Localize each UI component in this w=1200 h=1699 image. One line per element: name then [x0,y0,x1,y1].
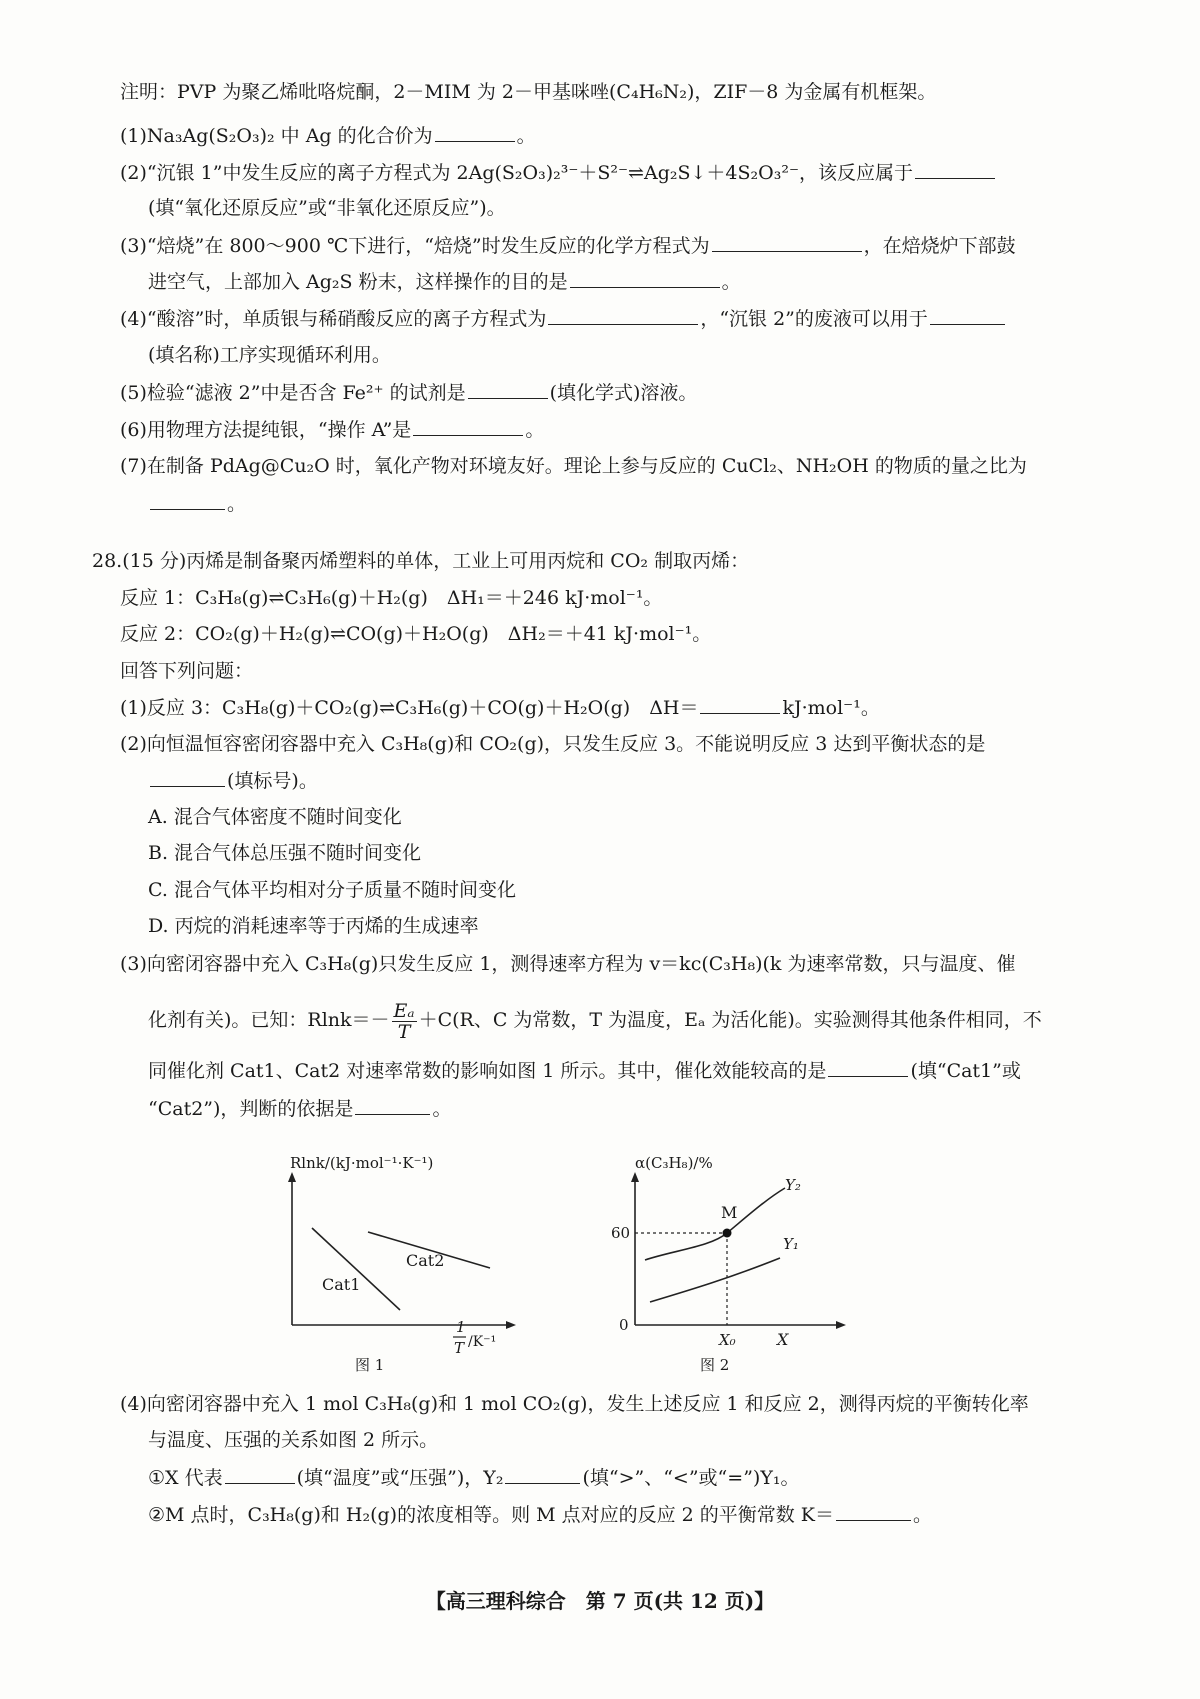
fig1-cat2-label: Cat2 [406,1251,445,1270]
option-c [148,878,516,902]
figure-1 [270,1150,530,1380]
q27-1-end: 。 [516,125,536,147]
q27-3a-end: ，在焙烧炉下部鼓 [863,235,1016,257]
q28-head [92,549,749,573]
q28-4c [148,1465,799,1490]
fig2-origin-label: 0 [619,1316,629,1334]
q28-answer-text: 回答下列问题： [120,660,254,682]
q28-r2-text: 反应 2：CO₂(g)＋H₂(g)⇌CO(g)＋H₂O(g) ΔH₂＝＋41 kJ·mol⁻¹。 [120,623,712,645]
q27-4a [120,306,1007,331]
fig2-point-m [723,1229,732,1238]
page-footer: 【高三理科综合 第 7 页(共 12 页)】 [425,1589,775,1613]
q28-1-text: (1)反应 3：C₃H₈(g)＋CO₂(g)⇌C₃H₆(g)＋CO(g)＋H₂O(g) ΔH＝ [120,697,699,719]
fig2-y-tick-60: 60 [611,1224,631,1242]
answer-blank[interactable] [828,1058,908,1077]
q27-1 [120,123,536,148]
q27-6-text: (6)用物理方法提纯银，“操作 A”是 [120,419,412,441]
q28-4a [120,1392,1029,1416]
fraction-numerator: Eₐ [393,999,415,1022]
option-c-text: C. 混合气体平均相对分子质量不随时间变化 [148,879,516,901]
fig2-x0-tick: X₀ [719,1331,736,1349]
q28-1-end: kJ·mol⁻¹。 [782,697,880,719]
q27-3a [120,233,1016,258]
q27-5-end: (填化学式)溶液。 [549,382,698,404]
q28-3c-text: 同催化剂 Cat1、Cat2 对速率常数的影响如图 1 所示。其中，催化效能较高的是 [148,1060,827,1082]
q28-answer [120,659,253,683]
note-line [120,80,936,104]
fig2-caption: 图 2 [700,1356,730,1374]
fig1-x-label-unit: /K⁻¹ [468,1334,497,1350]
answer-blank[interactable] [570,269,720,288]
option-d [148,914,479,938]
answer-blank[interactable] [836,1502,911,1521]
q28-1 [120,695,880,720]
fraction-denominator: T [397,1020,411,1043]
q28-3d [148,1096,451,1121]
q27-6 [120,417,544,442]
q28-4b [148,1428,438,1452]
q27-3b [148,269,741,294]
fig1-x-label-denominator: T [454,1339,465,1357]
q28-4d-end: 。 [913,1504,933,1526]
fig2-y1-curve [650,1258,780,1302]
q27-2a-text: (2)“沉银 1”中发生反应的离子方程式为 2Ag(S₂O₃)₂³⁻＋S²⁻⇌Ag₂S↓＋4S₂O₃²⁻，该反应属于 [120,162,913,184]
q28-3b-text2: ＋C(R、C 为常数，T 为温度，Eₐ 为活化能)。实验测得其他条件相同，不 [418,1009,1042,1031]
q27-3b-text: 进空气，上部加入 Ag₂S 粉末，这样操作的目的是 [148,271,568,293]
figure-2 [611,1150,865,1380]
option-b [148,841,421,865]
ea-over-t-fraction [392,1001,417,1042]
option-b-text: B. 混合气体总压强不随时间变化 [148,842,422,864]
q28-3a-text: (3)向密闭容器中充入 C₃H₈(g)只发生反应 1，测得速率方程为 v＝kc(C₃H₈)(k 为速率常数，只与温度、催 [120,953,1016,975]
q28-r2 [120,622,711,646]
answer-blank[interactable] [355,1096,430,1115]
note-text: 注明：PVP 为聚乙烯吡咯烷酮，2－MIM 为 2－甲基咪唑(C₄H₆N₂)，ZIF－8 为金属有机框架。 [120,81,937,103]
fig1-caption: 图 1 [355,1356,385,1374]
option-d-text: D. 丙烷的消耗速率等于丙烯的生成速率 [148,915,479,937]
q27-3a-text: (3)“焙烧”在 800～900 ℃下进行，“焙烧”时发生反应的化学方程式为 [120,235,710,257]
fig2-y2-curve [645,1188,785,1260]
answer-blank[interactable] [225,1465,295,1484]
q27-5-text: (5)检验“滤液 2”中是否含 Fe²⁺ 的试剂是 [120,382,466,404]
fig1-cat1-line [312,1228,400,1310]
q27-4b [148,343,391,367]
q27-1-text: (1)Na₃Ag(S₂O₃)₂ 中 Ag 的化合价为 [120,125,433,147]
q28-r1 [120,586,662,610]
q27-3b-end: 。 [721,271,741,293]
q28-2a [120,732,985,756]
fig1-x-arrow [506,1321,516,1329]
q28-2b-text: (填标号)。 [227,770,318,792]
fig2-y-arrow [631,1172,639,1182]
q27-7a [120,454,1027,478]
q28-3c [148,1058,1021,1083]
q28-3d-text: “Cat2”)，判断的依据是 [148,1098,354,1120]
answer-blank[interactable] [505,1465,580,1484]
fig2-y2-label: Y₂ [785,1176,801,1194]
q27-4a-mid: ，“沉银 2”的废液可以用于 [700,308,928,330]
fig2-y1-label: Y₁ [783,1235,799,1253]
option-a-text: A. 混合气体密度不随时间变化 [148,806,402,828]
answer-blank[interactable] [930,306,1005,325]
q28-4b-text: 与温度、压强的关系如图 2 所示。 [148,1429,439,1451]
fig1-y-arrow [288,1172,296,1182]
q27-5 [120,380,697,405]
fig2-y-axis-label: α(C₃H₈)/% [635,1154,713,1172]
answer-blank[interactable] [468,380,548,399]
q28-2a-text: (2)向恒温恒容密闭容器中充入 C₃H₈(g)和 CO₂(g)，只发生反应 3。不能说明反应 3 达到平衡状态的是 [120,733,986,755]
answer-blank[interactable] [712,233,862,252]
q28-2b [148,768,318,793]
q28-4d-text: ②M 点时，C₃H₈(g)和 H₂(g)的浓度相等。则 M 点对应的反应 2 的平衡常数 K＝ [148,1504,835,1526]
q28-3d-end: 。 [432,1098,452,1120]
q27-6-end: 。 [525,419,545,441]
q27-7-end: 。 [227,493,247,515]
answer-blank[interactable] [150,768,225,787]
q28-4c-text2: (填“温度”或“压强”)，Y₂ [296,1467,504,1489]
q28-3b [148,998,1042,1042]
answer-blank[interactable] [915,160,995,179]
q27-7-text: (7)在制备 PdAg@Cu₂O 时，氧化产物对环境友好。理论上参与反应的 CuCl₂、NH₂OH 的物质的量之比为 [120,455,1027,477]
q28-head-text: 28.(15 分)丙烯是制备聚丙烯塑料的单体，工业上可用丙烷和 CO₂ 制取丙烯： [92,550,750,572]
fig1-y-axis-label: Rlnk/(kJ·mol⁻¹·K⁻¹) [290,1154,434,1172]
q28-4d [148,1502,932,1527]
answer-blank[interactable] [548,306,698,325]
fig1-cat1-label: Cat1 [322,1275,361,1294]
q28-3b-text1: 化剂有关)。已知：Rlnk＝－ [148,1009,390,1031]
q28-4c-text1: ①X 代表 [148,1467,223,1489]
q27-2b-text: (填“氧化还原反应”或“非氧化还原反应”)。 [148,197,506,219]
q27-2b [148,196,506,220]
fig2-x-arrow [836,1321,846,1329]
fig2-point-m-label: M [721,1203,738,1222]
fig2-x-axis-label: X [777,1330,789,1349]
option-a [148,805,402,829]
fig1-x-label-numerator: 1 [456,1318,466,1336]
q28-3a [120,952,1015,976]
q28-4c-text3: (填“>”、“<”或“=”)Y₁。 [582,1467,800,1489]
q28-r1-text: 反应 1：C₃H₈(g)⇌C₃H₆(g)＋H₂(g) ΔH₁＝＋246 kJ·mol⁻¹。 [120,587,663,609]
answer-blank[interactable] [150,491,225,510]
answer-blank[interactable] [413,417,523,436]
q28-4a-text: (4)向密闭容器中充入 1 mol C₃H₈(g)和 1 mol CO₂(g)，发生上述反应 1 和反应 2，测得丙烷的平衡转化率 [120,1393,1029,1415]
q27-2a [120,160,997,185]
q27-7b [148,491,246,516]
answer-blank[interactable] [435,123,515,142]
q27-4b-text: (填名称)工序实现循环利用。 [148,344,391,366]
q28-3c-end: (填“Cat1”或 [910,1060,1021,1082]
q27-4a-text: (4)“酸溶”时，单质银与稀硝酸反应的离子方程式为 [120,308,547,330]
answer-blank[interactable] [700,695,780,714]
